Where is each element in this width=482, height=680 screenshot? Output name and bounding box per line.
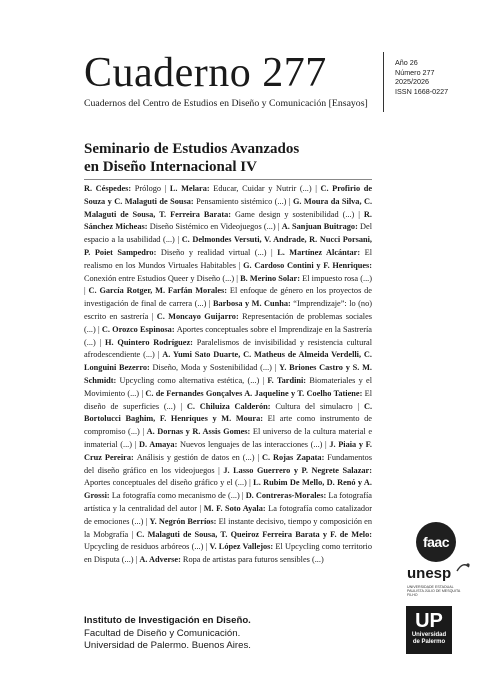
faac-logo: faac	[416, 522, 456, 562]
contents-entry-title: El impuesto rosa (...)	[302, 273, 373, 283]
contents-entry-title: El instante decisivo, tiempo y composición en la Mobgrafía	[84, 516, 373, 539]
contents-entry-colon: :	[297, 273, 303, 283]
contents-entry-title: El enfoque de género en los proyectos de investigación de final de carrera (...)	[84, 286, 372, 309]
contents-separator: |	[259, 375, 268, 385]
contents-entry	[139, 440, 322, 449]
seminar-heading	[84, 140, 384, 176]
contents-entry-title: Diseño Sistémico en Videojuegos (...)	[149, 222, 276, 232]
contents-entry	[170, 184, 312, 193]
contents-entry-authors: Barbosa y M. Cunha	[213, 299, 289, 309]
contents-separator: |	[139, 388, 146, 398]
contents-separator: |	[174, 235, 182, 245]
contents-separator: |	[352, 401, 364, 411]
contents-entry-title: Aportes conceptuales del diseño gráfico y el (...)	[84, 478, 247, 488]
unesp-wordmark: unesp	[407, 565, 452, 582]
contents-entry-colon: :	[270, 542, 276, 552]
meta-year: Año 26	[395, 58, 418, 67]
contents-entry-colon: :	[369, 465, 372, 475]
contents-entry-title: Del espacio a la usabilidad (...)	[84, 222, 373, 245]
contents-entry-title: Análisis y gestión de datos en (...)	[136, 452, 255, 462]
seminar-line-2: en Diseño Internacional IV	[84, 159, 257, 175]
up-logo-mark: UP	[415, 610, 443, 632]
contents-separator: |	[354, 209, 364, 219]
contents-entry-authors: L. Rubim De Mello, D. Renó y A. Grossi	[84, 478, 372, 501]
contents-entry-authors: G. Cardoso Contini y F. Henriques	[243, 260, 370, 270]
contents-separator: |	[175, 401, 187, 411]
institution-block	[84, 615, 384, 653]
contents-entry-title: El Upcycling como territorio en Disputa (...)	[84, 542, 373, 565]
contents-entry-title: Representación de problemas sociales (...)	[84, 311, 372, 334]
contents-separator: |	[246, 478, 254, 488]
contents-entry-authors: A. Yumi Sato Duarte, C. Matheus de Almeida Verdelli, C. Longuini Bezerro	[84, 350, 372, 373]
seminar-line-1: Seminario de Estudios Avanzados	[84, 141, 300, 157]
contents-entry-colon: :	[288, 299, 294, 309]
contents-entry-colon: :	[235, 311, 243, 321]
contents-entry	[187, 402, 353, 411]
contents-entry-authors: V. López Vallejos	[209, 542, 271, 552]
institution-line-3: Universidad de Palermo. Buenos Aires.	[84, 640, 251, 652]
contents-entry-authors: C. Moncayo Guijarro	[156, 311, 236, 321]
contents-entry-title: El arte como instrumento de compromiso (...)	[84, 414, 372, 437]
contents-entry-title: La fotografía como catalizador de emociones (...)	[84, 503, 372, 526]
journal-title: Cuaderno 277	[84, 50, 327, 96]
contents-entry-authors: R. Sánchez Micheas	[84, 209, 372, 232]
contents-entry	[240, 274, 372, 283]
contents-entry-colon: :	[369, 260, 372, 270]
contents-entry-authors: L. Melara	[169, 184, 207, 193]
contents-entry-colon: :	[260, 414, 268, 424]
contents-separator: |	[214, 465, 224, 475]
contents-entry-authors: J. Piaia y F. Cruz Pereira	[84, 439, 372, 462]
contents-entry-colon: :	[323, 491, 329, 501]
contents-separator: |	[266, 247, 278, 257]
contents-entry-title: Ropa de artistas para futuros sensibles (...)	[182, 555, 324, 565]
contents-entry-colon: :	[190, 196, 197, 206]
contents-entry-authors: C. García Rotger, M. Farfán Morales	[88, 286, 225, 296]
meta-divider	[383, 52, 384, 112]
contents-entry-colon: :	[147, 363, 153, 373]
contents-entry-colon: :	[153, 247, 161, 257]
contents-separator: |	[234, 273, 241, 283]
unesp-logo	[407, 565, 473, 601]
contents-entry-authors: B. Merino Solar	[240, 273, 298, 283]
contents-entry-authors: Y. Negrón Berríos	[149, 516, 214, 526]
contents-separator: |	[275, 222, 282, 232]
contents-entry-authors: D. Amaya	[138, 439, 175, 449]
contents-entry-authors: C. Chiluiza Calderón	[186, 401, 268, 411]
contents-entry-authors: C. Bortolucci Baghim, F. Henriques y M. Moura	[84, 401, 373, 424]
contents-separator: |	[254, 452, 263, 462]
contents-entry-colon: :	[303, 375, 310, 385]
contents-entry-title: Game design y sostenibilidad (...)	[235, 209, 355, 219]
contents-entry-colon: :	[144, 222, 150, 232]
contents-entry-colon: :	[206, 184, 214, 193]
contents-entry-title: “Imprendizaje”: lo (no) escrito en sastrería	[84, 299, 372, 321]
contents-entry-colon: :	[128, 184, 135, 193]
contents-entry-title: Paralelismos de invisibilidad y resistencia cultural afrodescendiente (...)	[84, 337, 373, 360]
contents-separator: |	[239, 491, 246, 501]
contents-entry-authors: A. Adverse	[139, 555, 179, 565]
contents-separator: |	[95, 324, 102, 334]
contents-entry-authors: Y. Briones Castro y S. M. Schmidt	[84, 363, 372, 385]
contents-separator: |	[95, 337, 106, 347]
contents-entry-authors: C. Malaguti de Sousa, T. Queiroz Ferreira Barata y F. de Melo	[136, 529, 370, 539]
unesp-emblem-icon	[455, 561, 471, 573]
contents-entry-title: Fundamentos del diseño gráfico en los videojuegos	[84, 452, 372, 475]
contents-entry-colon: :	[113, 375, 120, 385]
contents-entry-colon: :	[321, 452, 328, 462]
contents-entry-title: Pensamiento sistémico (...)	[196, 196, 287, 206]
contents-separator: |	[197, 503, 204, 513]
contents-separator: |	[322, 439, 330, 449]
institution-line-2: Facultad de Diseño y Comunicación.	[84, 627, 241, 639]
contents-entry-authors: R. Céspedes	[84, 184, 129, 193]
up-logo-line-2: de Palermo	[412, 639, 446, 645]
table-of-contents	[84, 183, 372, 567]
contents-divider	[84, 179, 372, 180]
contents-entry-colon: :	[359, 388, 365, 398]
contents-entry-colon: :	[228, 209, 235, 219]
contents-entry-title: Nuevos lenguajes de las interacciones (...)	[179, 439, 323, 449]
contents-entry-title: El realismo en los Mundos Virtuales Habitables	[84, 247, 372, 270]
contents-entry-authors: G. Moura da Silva, C. Malaguti de Sousa, T. Ferreira Barata	[84, 196, 373, 219]
contents-separator: |	[286, 196, 293, 206]
contents-entry	[84, 184, 161, 193]
contents-entry-authors: A. Dornas y R. Assis Gomes	[146, 427, 248, 437]
contents-entry-authors: J. Lasso Guerrero y P. Negrete Salazar	[223, 465, 370, 475]
contents-separator: |	[236, 260, 244, 270]
meta-issn: ISSN 1668-0227	[395, 86, 449, 96]
contents-entry-title: El universo de la cultura material e inmaterial (...)	[84, 427, 372, 449]
contents-separator: |	[161, 184, 170, 193]
contents-entry-authors: M. F. Soto Ayala	[203, 503, 263, 513]
contents-entry-colon: :	[369, 529, 372, 539]
contents-entry-title: Aportes conceptuales sobre el Imprendizaje en la Sastrería (...)	[84, 324, 372, 347]
contents-entry-authors: C. de Fernandes Gonçalves A. Jaqueline y T. Coelho Tatiene	[145, 388, 360, 398]
contents-entry-title: Educar, Cuidar y Nutrir (...)	[213, 184, 312, 193]
journal-subtitle: Cuadernos del Centro de Estudios en Diseño y Comunicación [Ensayos]	[84, 98, 368, 109]
contents-entry-colon: :	[224, 286, 230, 296]
contents-entry-authors: A. Sanjuan Buitrago	[281, 222, 356, 232]
contents-entry-colon: :	[178, 555, 183, 565]
contents-entry-colon: :	[171, 324, 177, 334]
meta-number: Número 277	[395, 67, 435, 77]
contents-entry-title: Prólogo	[134, 184, 162, 193]
contents-entry-title: Diseño, Moda y Sostenibilidad (...)	[152, 363, 272, 373]
contents-entry-title: Diseño y realidad virtual (...)	[160, 247, 267, 257]
contents-entry-title: Cultura del simulacro	[275, 401, 353, 411]
contents-separator: |	[311, 184, 321, 193]
contents-entry-authors: C. Delmondes Versuti, V. Andrade, R. Nucci Porsani, P. Poiet Sampedro	[84, 235, 372, 257]
contents-entry-colon: :	[131, 452, 137, 462]
contents-entry-colon: :	[190, 337, 197, 347]
contents-entry	[139, 555, 323, 564]
contents-entry-authors: C. Profirio de Souza y C. Malaguti de Sousa	[84, 184, 373, 206]
contents-entry-title: Upcycling como alternativa estética, (...)	[119, 375, 260, 385]
contents-entry-colon: :	[106, 491, 112, 501]
contents-entry-authors: D. Contreras-Morales	[245, 491, 324, 501]
up-logo	[406, 606, 452, 654]
contents-entry-colon: :	[267, 401, 276, 411]
contents-entry-title: El diseño de superficies (...)	[84, 388, 372, 411]
contents-separator: |	[139, 427, 147, 437]
contents-separator: |	[128, 529, 137, 539]
institution-line-1: Instituto de Investigación en Diseño.	[84, 615, 251, 626]
contents-separator: |	[143, 516, 150, 526]
contents-separator: |	[84, 286, 89, 296]
meta-period: 2025/2026	[395, 77, 429, 87]
unesp-tagline: UNIVERSIDADE ESTADUAL PAULISTA JÚLIO DE MESQUITA FILHO	[407, 585, 461, 598]
contents-separator: |	[154, 350, 163, 360]
contents-entry-colon: :	[174, 439, 180, 449]
contents-entry-title: La fotografía como mecanismo de (...)	[111, 491, 240, 501]
contents-entry-colon: :	[213, 516, 219, 526]
contents-separator: |	[132, 439, 139, 449]
contents-entry-authors: L. Martínez Alcántar	[277, 247, 358, 257]
contents-entry-colon: :	[262, 503, 269, 513]
contents-entry-title: La fotografía artística y la centralidad del autor	[84, 491, 372, 513]
contents-separator: |	[271, 363, 280, 373]
contents-entry-authors: F. Tardini	[267, 375, 304, 385]
contents-separator: |	[203, 542, 210, 552]
issue-meta	[395, 58, 448, 96]
contents-entry-title: Upcycling de residuos arbóreos (...)	[84, 542, 204, 552]
contents-separator: |	[148, 311, 157, 321]
contents-entry-title: Biomateriales y el Movimiento (...)	[84, 375, 373, 398]
contents-entry-colon: :	[247, 427, 253, 437]
contents-entry-authors: C. Rojas Zapata	[262, 452, 322, 462]
contents-entry-colon: :	[355, 222, 361, 232]
contents-separator: |	[133, 555, 140, 565]
contents-entry-title: Conexión entre Estudios Queer y Diseño (...)	[84, 273, 235, 283]
contents-entry-authors: H. Quintero Rodríguez	[105, 337, 191, 347]
up-logo-line-1: Universidad	[411, 632, 447, 638]
contents-separator: |	[206, 299, 213, 309]
contents-entry-authors: C. Orozco Espinosa	[101, 324, 172, 334]
contents-entry-colon: :	[357, 247, 365, 257]
